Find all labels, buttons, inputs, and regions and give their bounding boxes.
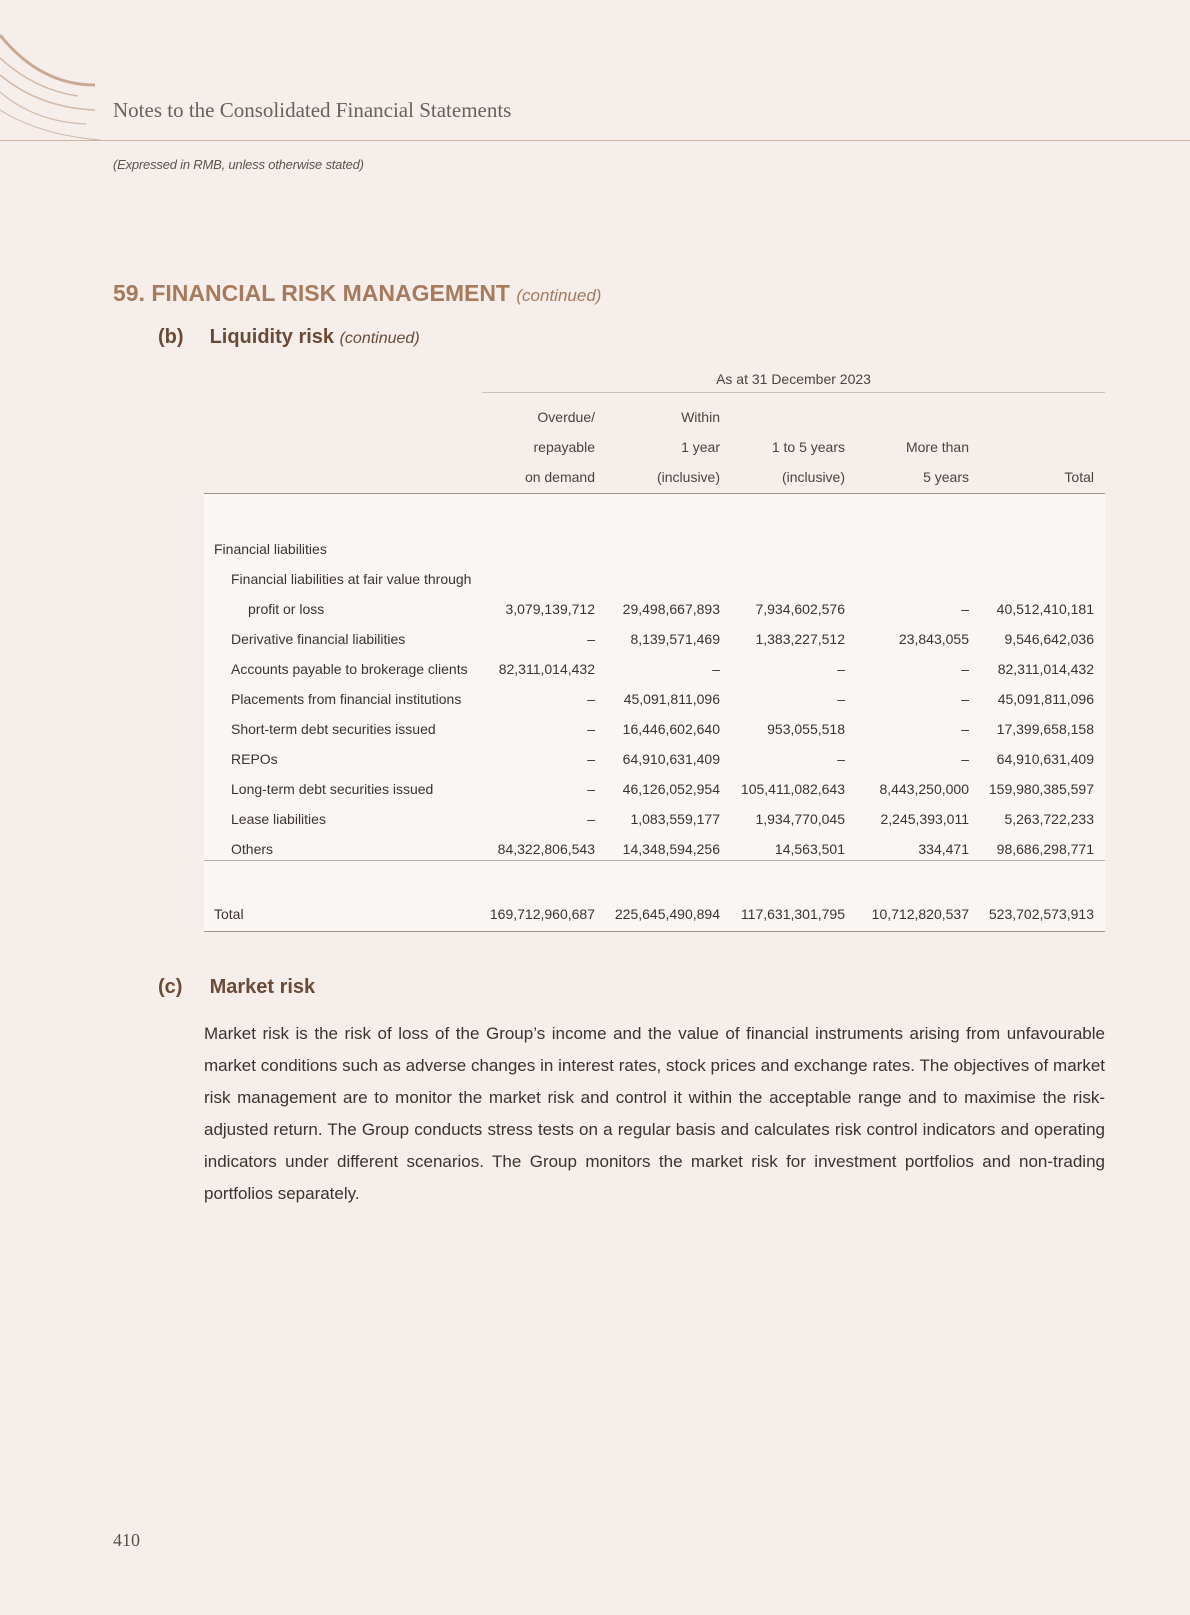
- running-title: Notes to the Consolidated Financial Statements: [113, 98, 512, 122]
- column-header-line: 5 years: [923, 469, 969, 485]
- column-header-line: More than: [905, 439, 969, 455]
- period-divider: [482, 392, 1105, 393]
- total-divider: [204, 931, 1105, 932]
- cell-value: 82,311,014,432: [498, 661, 595, 677]
- subsection-heading-liquidity: [158, 326, 420, 349]
- column-header-line: Overdue/: [537, 409, 595, 425]
- cell-value: 82,311,014,432: [997, 661, 1094, 677]
- total-row: [204, 899, 1105, 929]
- cell-value: 334,471: [918, 841, 969, 857]
- cell-value: 64,910,631,409: [622, 751, 720, 767]
- market-risk-paragraph: Market risk is the risk of loss of the Group’s income and the value of financial instruments arising from unfavourable market conditions such as adverse changes in interest rates, stock prices and exchange rates. The objectives of market risk management are to monitor the market risk and control it within the acceptable range and to maximise the risk-adjusted return. The Group conducts stress tests on a regular basis and calculates risk control indicators and operating indicators under different scenarios. The Group monitors the market risk for investment portfolios and non-trading portfolios separately.: [204, 1024, 1105, 1203]
- row-label: profit or loss: [248, 601, 325, 617]
- table-row: [204, 564, 1105, 594]
- section-heading: [113, 280, 601, 307]
- row-label: Long-term debt securities issued: [231, 781, 434, 797]
- cell-value: 8,139,571,469: [630, 631, 720, 647]
- table-row: [204, 654, 1105, 684]
- subsection-label: (b): [158, 326, 184, 348]
- row-label: Derivative financial liabilities: [231, 631, 406, 647]
- table-row: [204, 744, 1105, 774]
- subsection-title: Liquidity risk: [209, 326, 335, 348]
- table-row: [204, 594, 1105, 624]
- cell-value: 5,263,722,233: [1004, 811, 1094, 827]
- cell-value: 523,702,573,913: [988, 906, 1094, 922]
- subsection-title: Market risk: [209, 976, 316, 998]
- section-title: 59. FINANCIAL RISK MANAGEMENT: [113, 280, 510, 306]
- page-number: 410: [113, 1530, 140, 1550]
- cell-value: 14,563,501: [774, 841, 845, 857]
- cell-value: 1,383,227,512: [755, 631, 845, 647]
- table-row: [204, 534, 1105, 564]
- cell-value: –: [712, 661, 720, 677]
- decorative-arcs-icon: [0, 30, 100, 140]
- column-header-line: on demand: [524, 469, 595, 485]
- column-header-line: 1 to 5 years: [771, 439, 845, 455]
- subsection-label: (c): [158, 976, 183, 998]
- cell-value: 117,631,301,795: [740, 906, 845, 922]
- subtotal-divider: [204, 860, 1105, 861]
- cell-value: 9,546,642,036: [1004, 631, 1094, 647]
- column-header-line: (inclusive): [656, 469, 720, 485]
- cell-value: –: [587, 811, 595, 827]
- column-header-line: 1 year: [681, 439, 720, 455]
- cell-value: 7,934,602,576: [755, 601, 845, 617]
- row-label: Placements from financial institutions: [231, 691, 462, 707]
- subsection-heading-market: [158, 976, 315, 999]
- row-label: Financial liabilities: [214, 541, 327, 557]
- cell-value: –: [587, 721, 595, 737]
- cell-value: –: [837, 751, 845, 767]
- cell-value: –: [587, 781, 595, 797]
- cell-value: 84,322,806,543: [497, 841, 595, 857]
- row-label: Total: [214, 906, 244, 922]
- column-header-line: (inclusive): [781, 469, 845, 485]
- continued-note: (continued): [516, 286, 602, 305]
- cell-value: 16,446,602,640: [622, 721, 720, 737]
- cell-value: 953,055,518: [767, 721, 845, 737]
- row-label: REPOs: [231, 751, 278, 767]
- cell-value: 3,079,139,712: [505, 601, 595, 617]
- table-row: [204, 684, 1105, 714]
- cell-value: 14,348,594,256: [622, 841, 720, 857]
- cell-value: –: [961, 661, 969, 677]
- cell-value: 105,411,082,643: [740, 781, 845, 797]
- table-period-header: As at 31 December 2023: [716, 371, 871, 387]
- continued-note: (continued): [339, 330, 420, 347]
- cell-value: 64,910,631,409: [996, 751, 1094, 767]
- cell-value: –: [961, 601, 969, 617]
- cell-value: 225,645,490,894: [614, 906, 720, 922]
- cell-value: –: [961, 691, 969, 707]
- table-row: [204, 804, 1105, 834]
- row-label: Short-term debt securities issued: [231, 721, 436, 737]
- cell-value: 2,245,393,011: [880, 811, 969, 827]
- cell-value: 98,686,298,771: [996, 841, 1094, 857]
- cell-value: 23,843,055: [898, 631, 969, 647]
- table-row: [204, 714, 1105, 744]
- cell-value: 40,512,410,181: [996, 601, 1094, 617]
- row-label: Others: [231, 841, 274, 857]
- cell-value: –: [837, 691, 845, 707]
- header-divider-line: [204, 493, 1105, 494]
- cell-value: 46,126,052,954: [622, 781, 720, 797]
- table-row: [204, 774, 1105, 804]
- cell-value: 1,934,770,045: [755, 811, 845, 827]
- cell-value: –: [587, 691, 595, 707]
- cell-value: 169,712,960,687: [489, 906, 595, 922]
- row-label: Accounts payable to brokerage clients: [231, 661, 468, 677]
- cell-value: –: [961, 721, 969, 737]
- table-row: [204, 624, 1105, 654]
- row-label: Lease liabilities: [231, 811, 326, 827]
- cell-value: –: [587, 631, 595, 647]
- header-divider: [0, 140, 1190, 141]
- cell-value: 10,712,820,537: [871, 906, 969, 922]
- row-label: Financial liabilities at fair value through: [231, 571, 472, 587]
- cell-value: 45,091,811,096: [997, 691, 1094, 707]
- column-header-line: Total: [1064, 469, 1094, 485]
- cell-value: 29,498,667,893: [622, 601, 720, 617]
- cell-value: –: [961, 751, 969, 767]
- column-header-line: Within: [681, 409, 720, 425]
- cell-value: 45,091,811,096: [623, 691, 720, 707]
- column-header-line: repayable: [533, 439, 595, 455]
- currency-note: (Expressed in RMB, unless otherwise stated): [113, 157, 364, 172]
- cell-value: 1,083,559,177: [630, 811, 720, 827]
- cell-value: –: [587, 751, 595, 767]
- cell-value: 159,980,385,597: [988, 781, 1094, 797]
- cell-value: 17,399,658,158: [996, 721, 1094, 737]
- cell-value: –: [837, 661, 845, 677]
- cell-value: 8,443,250,000: [879, 781, 969, 797]
